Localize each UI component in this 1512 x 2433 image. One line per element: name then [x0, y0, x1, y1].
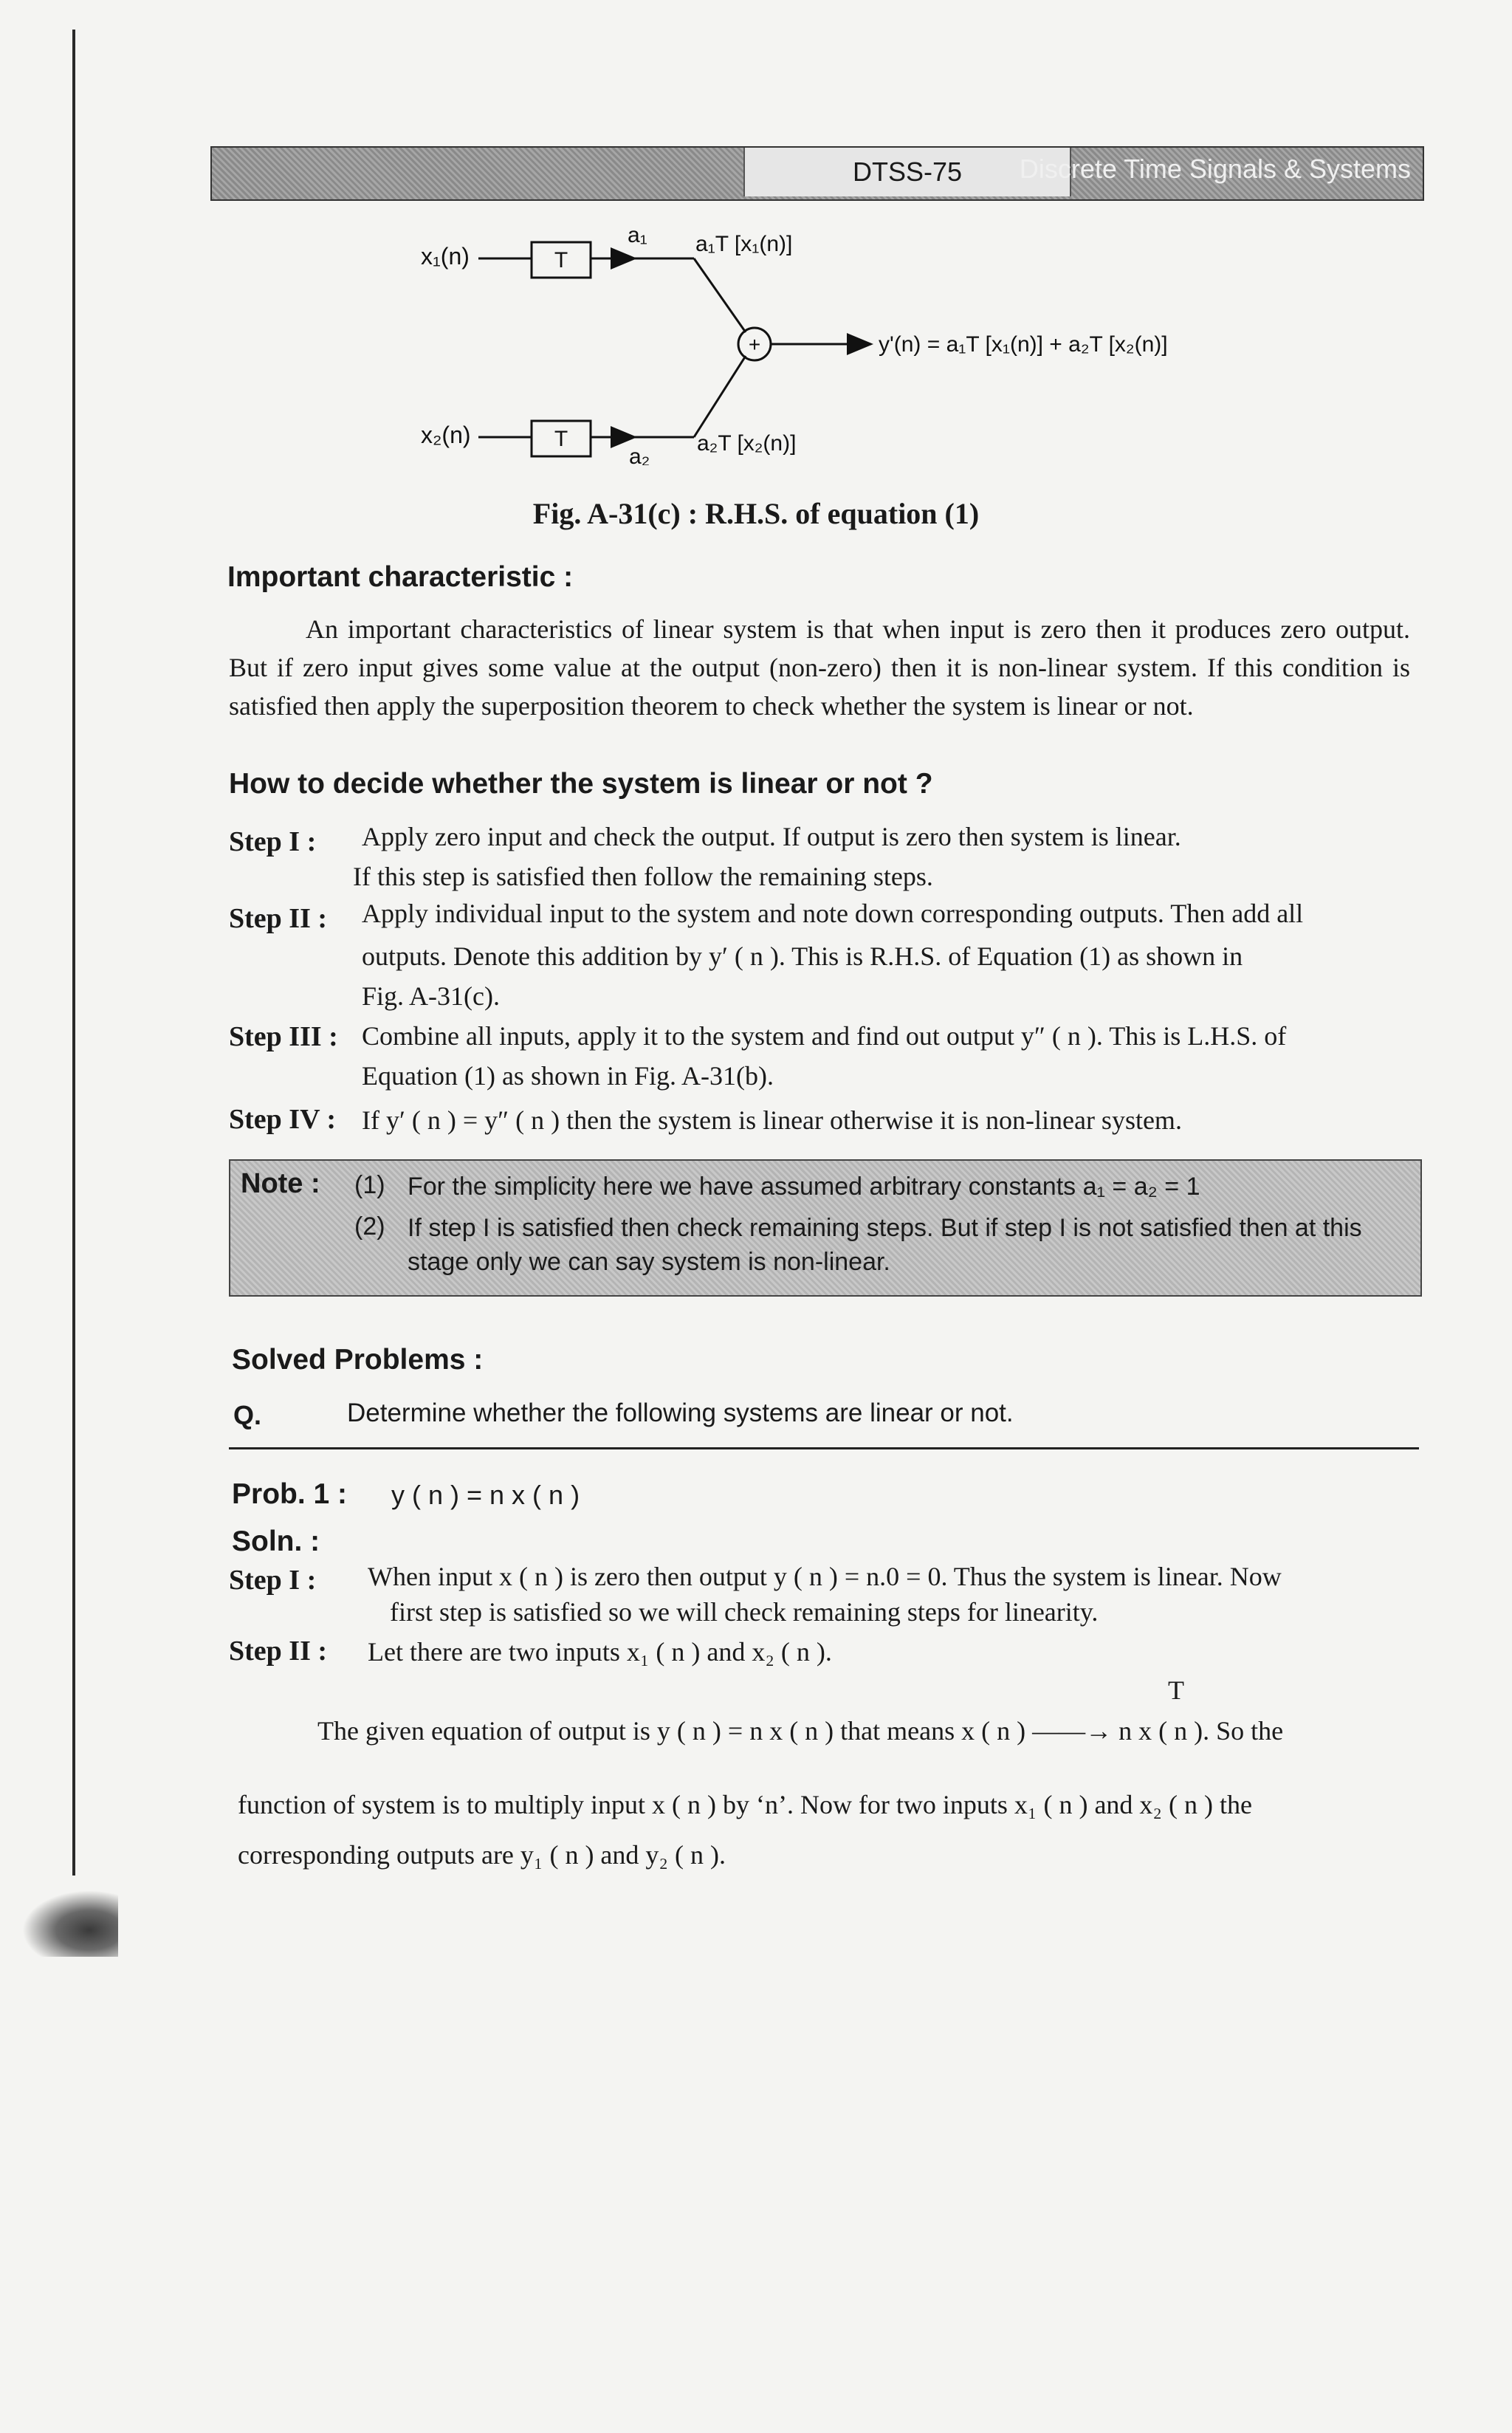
- prob1-step1-line1: When input x ( n ) is zero then output y ( n ) = n.0 = 0. Thus the system is linear. Now: [368, 1562, 1282, 1591]
- solved-heading: Solved Problems :: [232, 1344, 484, 1376]
- prob1-step1-line2: first step is satisfied so we will check remaining steps for linearity.: [390, 1597, 1099, 1627]
- page-code: DTSS-75: [743, 148, 1071, 196]
- question-text: Determine whether the following systems are linear or not.: [347, 1399, 1014, 1427]
- prob1-step2-label: Step II :: [229, 1636, 328, 1667]
- branch2-label: a₂T [x₂(n)]: [697, 431, 797, 456]
- block-bottom-label: T: [554, 427, 568, 451]
- important-heading: Important characteristic :: [227, 561, 574, 593]
- step2-line2: outputs. Denote this addition by y′ ( n ). This is R.H.S. of Equation (1) as shown in: [362, 941, 1243, 971]
- note-item2-text: If step I is satisfied then check remaining steps. But if step I is not satisfied then at this stage only we can say system is non-linear.: [408, 1214, 1362, 1276]
- prob1-para-line2: function of system is to multiply input x ( n ) by ‘n’. Now for two inputs x₁ ( n ) and x₂ ( n ) the: [238, 1790, 1252, 1819]
- bottom-to-sum-line: [694, 356, 746, 437]
- input-x1-label: x₁(n): [421, 243, 470, 270]
- transform-arrow-label: T: [1168, 1675, 1184, 1705]
- gain1-label: a₁: [628, 223, 647, 247]
- note-item2-num: (2): [354, 1212, 385, 1240]
- decide-heading: How to decide whether the system is linear or not ?: [229, 768, 933, 800]
- step3-label: Step III :: [229, 1021, 338, 1052]
- step1-line2: If this step is satisfied then follow the remaining steps.: [353, 862, 933, 891]
- step2-line3: Fig. A-31(c).: [362, 981, 500, 1011]
- page-binding-shadow: [22, 1890, 118, 1957]
- step4-line1: If y′ ( n ) = y″ ( n ) then the system is linear otherwise it is non-linear system.: [362, 1105, 1182, 1135]
- prob1-step2-line1: Let there are two inputs x₁ ( n ) and x₂ ( n ).: [368, 1637, 832, 1667]
- binding-edge: [72, 30, 75, 1876]
- output-equation: y'(n) = a₁T [x₁(n)] + a₂T [x₂(n)]: [879, 332, 1168, 357]
- top-to-sum-line: [694, 258, 746, 332]
- section-rule: [229, 1447, 1419, 1449]
- branch1-label: a₁T [x₁(n)]: [695, 232, 793, 256]
- summer-symbol: +: [748, 333, 761, 356]
- note-item1-num: (1): [354, 1171, 385, 1199]
- prob1-para-line1: The given equation of output is y ( n ) = n x ( n ) that means x ( n ) ——→ n x ( n ). So the: [317, 1716, 1284, 1746]
- prob1-label: Prob. 1 :: [232, 1478, 348, 1510]
- note-item1-text: For the simplicity here we have assumed arbitrary constants a₁ = a₂ = 1: [408, 1173, 1200, 1201]
- prob1-para-line3: corresponding outputs are y₁ ( n ) and y₂ ( n ).: [238, 1840, 726, 1870]
- figure-caption: Fig. A-31(c) : R.H.S. of equation (1): [532, 497, 980, 530]
- step1-label: Step I :: [229, 826, 317, 857]
- page-header: [210, 146, 1424, 201]
- block-diagram: [399, 214, 1285, 465]
- prob1-step1-label: Step I :: [229, 1565, 317, 1596]
- input-x2-label: x₂(n): [421, 422, 471, 448]
- soln-label: Soln. :: [232, 1526, 320, 1557]
- prob1-equation: y ( n ) = n x ( n ): [391, 1480, 580, 1510]
- step4-label: Step IV :: [229, 1104, 336, 1135]
- important-paragraph: An important characteristics of linear system is that when input is zero then it produces zero output. But if zero input gives some value at the output (non-zero) then it is non-linear system. If this condition is satisfied then apply the superposition theorem to check whether the system is linear or not.: [229, 614, 1410, 721]
- book-title: Discrete Time Signals & Systems: [1019, 154, 1411, 184]
- block-top-label: T: [554, 248, 568, 272]
- step2-label: Step II :: [229, 903, 328, 934]
- gain2-label: a₂: [629, 445, 650, 465]
- question-label: Q.: [233, 1400, 262, 1430]
- note-box: [229, 1159, 1422, 1297]
- step2-line1: Apply individual input to the system and note down corresponding outputs. Then add all: [362, 899, 1304, 928]
- step3-line2: Equation (1) as shown in Fig. A-31(b).: [362, 1061, 774, 1091]
- note-label: Note :: [241, 1168, 320, 1199]
- step1-line1: Apply zero input and check the output. If output is zero then system is linear.: [362, 822, 1181, 851]
- step3-line1: Combine all inputs, apply it to the system and find out output y″ ( n ). This is L.H.S. of: [362, 1021, 1287, 1051]
